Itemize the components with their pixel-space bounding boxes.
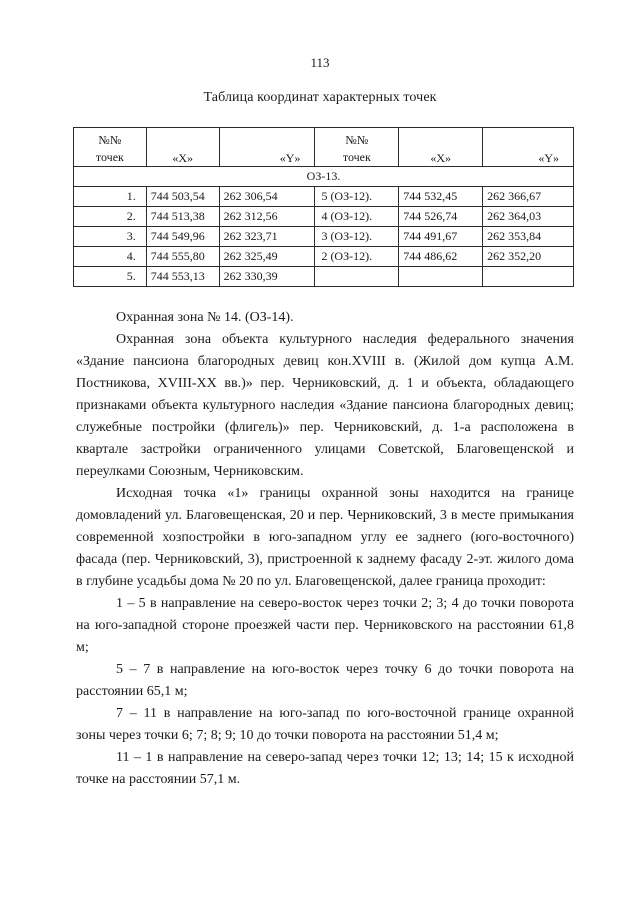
x-value: 744 503,54 bbox=[146, 187, 219, 207]
table-row bbox=[74, 207, 574, 227]
paragraph: Охранная зона объекта культурного наследия федерального значения «Здание пансиона благородных девиц кон.XVIII в. (Жилой дом купца А.М. Постникова, XVIII-XX вв.)» пер. Черниковский, д. 1 и объекта, обладающего признаками объекта культурного наследия «Здание пансиона благородных девиц; служебные постройки (флигель)» пер. Черниковский, д. 1-а расположена в квартале застройки ограниченного улицами Советской, Благовещенской и переулками Союзным, Черниковским. bbox=[76, 332, 574, 479]
point-number: 5. bbox=[74, 267, 147, 287]
paragraph: 7 – 11 в направление на юго-запад по юго-восточной границе охранной зоны через точки 6; 7; 8; 9; 10 до точки поворота на расстоянии 51,4 м; bbox=[76, 706, 574, 743]
point-number: 1. bbox=[74, 187, 147, 207]
point-number: 3 (ОЗ-12). bbox=[315, 227, 399, 247]
zone-label: ОЗ-13. bbox=[74, 167, 574, 187]
x-value: 744 553,13 bbox=[146, 267, 219, 287]
x-value: 744 486,62 bbox=[399, 247, 483, 267]
point-number bbox=[315, 267, 399, 287]
header-x: «X» bbox=[146, 128, 219, 167]
y-value bbox=[483, 267, 574, 287]
y-value: 262 312,56 bbox=[219, 207, 315, 227]
table-title: Таблица координат характерных точек bbox=[203, 90, 437, 105]
point-number: 2. bbox=[74, 207, 147, 227]
header-point-number-2: №№ точек bbox=[315, 128, 399, 167]
y-value: 262 325,49 bbox=[219, 247, 315, 267]
point-number: 3. bbox=[74, 227, 147, 247]
x-value: 744 549,96 bbox=[146, 227, 219, 247]
header-point-number: №№ точек bbox=[74, 128, 147, 167]
x-value: 744 555,80 bbox=[146, 247, 219, 267]
paragraph: 11 – 1 в направление на северо-запад через точки 12; 13; 14; 15 к исходной точке на расстоянии 57,1 м. bbox=[76, 750, 574, 787]
zone-row bbox=[74, 167, 574, 187]
paragraph: 1 – 5 в направление на северо-восток через точки 2; 3; 4 до точки поворота на юго-западной стороне проезжей части пер. Черниковского на расстоянии 61,8 м; bbox=[76, 596, 574, 655]
x-value: 744 532,45 bbox=[399, 187, 483, 207]
y-value: 262 353,84 bbox=[483, 227, 574, 247]
table-row bbox=[74, 227, 574, 247]
table-header-row bbox=[74, 128, 574, 167]
header-y-2: «Y» bbox=[483, 128, 574, 167]
header-x-2: «X» bbox=[399, 128, 483, 167]
paragraph: 5 – 7 в направление на юго-восток через точку 6 до точки поворота на расстоянии 65,1 м; bbox=[76, 662, 574, 699]
table-row bbox=[74, 247, 574, 267]
y-value: 262 364,03 bbox=[483, 207, 574, 227]
x-value bbox=[399, 267, 483, 287]
point-number: 5 (ОЗ-12). bbox=[315, 187, 399, 207]
x-value: 744 491,67 bbox=[399, 227, 483, 247]
paragraph: Исходная точка «1» границы охранной зоны находится на границе домовладений ул. Благовещенская, 20 и пер. Черниковский, 3 в месте примыкания современной хозпостройки в юго-западном углу ее заднего (юго-восточного) фасада (пер. Черниковский, 3), пристроенной к заднему фасаду 2-эт. жилого дома в глубине усадьбы дома № 20 по ул. Благовещенской, далее граница проходит: bbox=[76, 486, 574, 589]
y-value: 262 306,54 bbox=[219, 187, 315, 207]
point-number: 2 (ОЗ-12). bbox=[315, 247, 399, 267]
x-value: 744 513,38 bbox=[146, 207, 219, 227]
y-value: 262 330,39 bbox=[219, 267, 315, 287]
page-number: 113 bbox=[310, 55, 330, 70]
x-value: 744 526,74 bbox=[399, 207, 483, 227]
table-row bbox=[74, 267, 574, 287]
coordinates-table bbox=[73, 127, 574, 287]
zone-heading: Охранная зона № 14. (ОЗ-14). bbox=[116, 310, 294, 325]
point-number: 4 (ОЗ-12). bbox=[315, 207, 399, 227]
y-value: 262 352,20 bbox=[483, 247, 574, 267]
y-value: 262 323,71 bbox=[219, 227, 315, 247]
body-text bbox=[76, 307, 574, 791]
point-number: 4. bbox=[74, 247, 147, 267]
header-y: «Y» bbox=[219, 128, 315, 167]
y-value: 262 366,67 bbox=[483, 187, 574, 207]
table-row bbox=[74, 187, 574, 207]
